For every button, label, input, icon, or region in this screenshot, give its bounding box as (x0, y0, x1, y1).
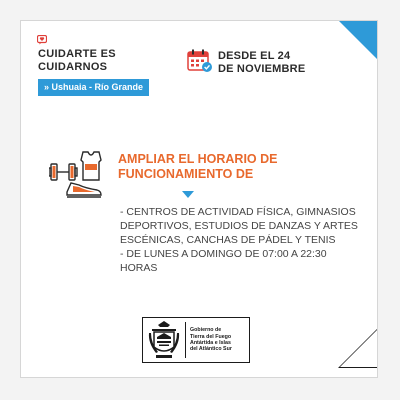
location-badge: » Ushuaia - Río Grande (38, 79, 149, 96)
down-triangle-icon (182, 191, 194, 198)
government-name-line4: del Atlántico Sur (190, 346, 232, 353)
details-line3: ESCÉNICAS, CANCHAS DE PÁDEL Y TENIS (120, 234, 336, 246)
details-text (120, 205, 360, 275)
corner-triangle-bottom-inner (340, 330, 377, 367)
government-name-line3: Antártida e Islas (190, 340, 231, 346)
start-date-line1: DESDE EL 24 (218, 50, 291, 62)
provincial-seal-icon (148, 321, 180, 359)
fitness-icon (49, 150, 111, 200)
details-line4: - DE LUNES A DOMINGO DE 07:00 A 22:30 (120, 248, 327, 260)
campaign-title-line2: CUIDARNOS (38, 61, 108, 73)
logo-divider (185, 322, 186, 358)
heart-chat-icon (37, 35, 47, 45)
calendar-check-icon (187, 49, 213, 73)
government-name-line1: Gobierno de (190, 327, 222, 334)
government-logo (142, 317, 250, 363)
government-name (190, 327, 238, 352)
campaign-title-line1: CUIDARTE ES (38, 48, 116, 60)
campaign-title (38, 48, 148, 74)
start-date (218, 50, 338, 76)
corner-triangle-top (339, 21, 377, 59)
start-date-line2: DE NOVIEMBRE (218, 63, 306, 75)
headline-line1: AMPLIAR EL HORARIO DE (118, 152, 278, 166)
headline (118, 152, 358, 182)
details-line1: - CENTROS DE ACTIVIDAD FÍSICA, GIMNASIOS (120, 206, 356, 218)
headline-line2: FUNCIONAMIENTO DE (118, 167, 254, 181)
details-line5: HORAS (120, 262, 158, 274)
government-name-line2: Tierra del Fuego (190, 333, 232, 340)
details-line2: DEPORTIVOS, ESTUDIOS DE DANZAS Y ARTES (120, 220, 358, 232)
